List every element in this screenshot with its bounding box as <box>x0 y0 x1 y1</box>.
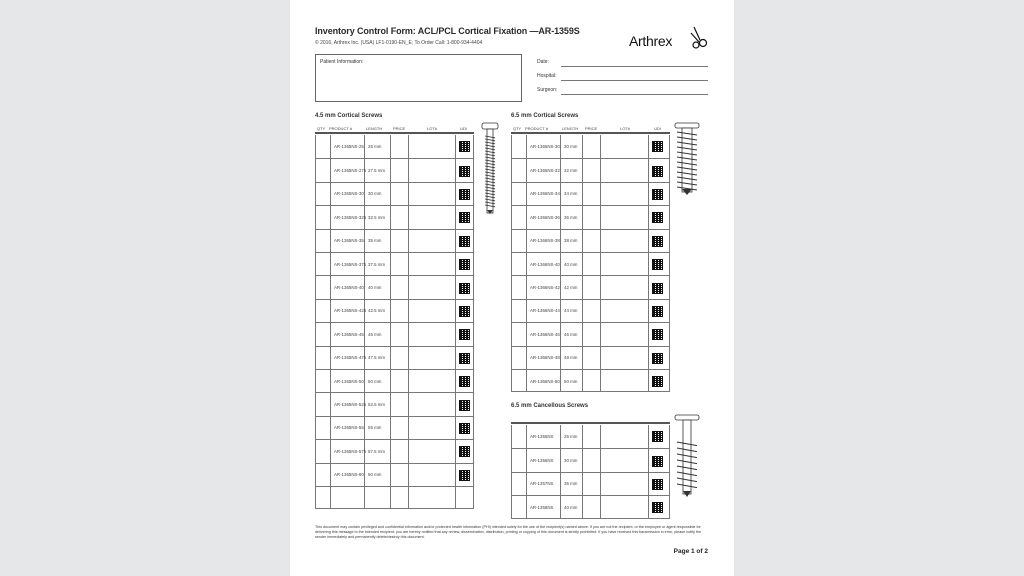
screw-length: 30 mm <box>368 191 382 197</box>
column-header-price: PRICE <box>393 126 406 131</box>
surgeon-label: Surgeon: <box>537 87 558 93</box>
hospital-label: Hospital: <box>537 73 557 79</box>
inventory-table <box>315 124 474 509</box>
product-number: AR-1358NS <box>530 504 554 510</box>
screw-length: 40 mm <box>368 285 382 291</box>
table-row[interactable] <box>512 448 669 471</box>
udi-barcode-icon <box>653 354 662 363</box>
screw-length: 55 mm <box>368 425 382 431</box>
table-header <box>511 124 670 132</box>
product-number: AR-1365NS-30 <box>334 191 364 197</box>
product-number: AR-1366NS-42 <box>530 285 560 291</box>
date-field[interactable] <box>537 59 708 68</box>
screw-length: 40 mm <box>564 504 578 510</box>
udi-barcode-icon <box>460 190 469 199</box>
product-number: AR-1365NS-425 <box>334 308 367 314</box>
column-header-length: LENGTH <box>562 126 579 131</box>
screw-length: 40 mm <box>564 261 578 267</box>
table-row[interactable] <box>512 158 669 181</box>
udi-barcode-icon <box>460 167 469 176</box>
udi-barcode-icon <box>653 284 662 293</box>
column-header-qty: QTY <box>513 126 522 131</box>
product-number: AR-1356NS <box>530 458 554 464</box>
column-header-lot: LOT# <box>620 126 631 131</box>
table-header <box>315 124 474 132</box>
inventory-table <box>511 124 670 392</box>
hospital-field[interactable] <box>537 73 708 82</box>
table-row[interactable] <box>512 425 669 448</box>
table-row[interactable] <box>512 135 669 158</box>
table-row[interactable] <box>512 472 669 495</box>
udi-barcode-icon <box>460 354 469 363</box>
table-row[interactable] <box>512 182 669 205</box>
screw-4-5mm-cortical-illustration <box>480 122 500 216</box>
surgeon-field[interactable] <box>537 87 708 96</box>
product-number: AR-1365NS-475 <box>334 355 367 361</box>
udi-barcode-icon <box>460 377 469 386</box>
table-row[interactable] <box>316 416 473 439</box>
table-row[interactable] <box>316 252 473 275</box>
screw-length: 50 mm <box>368 378 382 384</box>
screw-length: 52.5 mm <box>368 402 386 408</box>
screw-length: 44 mm <box>564 308 578 314</box>
product-number: AR-1366NS-50 <box>530 378 560 384</box>
table-row[interactable] <box>512 275 669 298</box>
table-row[interactable] <box>316 182 473 205</box>
screw-length: 25 mm <box>564 433 578 439</box>
table-row[interactable] <box>512 229 669 252</box>
confidentiality-disclaimer: This document may contain privileged and confidential information and/or protected health information (PHI) intended solely for the use of the recipient(s) named above. If you are not the recipient, or the employee or agent responsible for delivering this message to the intended recipient, you are hereby notified that any review, dissemination, distribution, printing or copying of this document is strictly prohibited. If you have received this transmission in error, please notify the sender immediately and permanently delete/destroy this document. <box>315 525 702 539</box>
screw-length: 46 mm <box>564 331 578 337</box>
screw-length: 35 mm <box>564 481 578 487</box>
table-row[interactable] <box>316 463 473 486</box>
table-row[interactable] <box>512 322 669 345</box>
udi-barcode-icon <box>460 471 469 480</box>
udi-barcode-icon <box>653 260 662 269</box>
table-row[interactable] <box>512 346 669 369</box>
table-row[interactable] <box>316 229 473 252</box>
screw-6-5mm-cortical-illustration <box>674 122 700 196</box>
table-row[interactable] <box>512 205 669 228</box>
screw-length: 34 mm <box>564 191 578 197</box>
udi-barcode-icon <box>460 213 469 222</box>
section-title: 6.5 mm Cancellous Screws <box>511 403 589 409</box>
product-number: AR-1365NS-275 <box>334 168 367 174</box>
product-number: AR-1366NS-30 <box>530 143 560 149</box>
udi-barcode-icon <box>653 457 662 466</box>
product-number: AR-1357NS <box>530 481 554 487</box>
product-number: AR-1365NS-375 <box>334 261 367 267</box>
screw-length: 36 mm <box>564 214 578 220</box>
column-header-product: PRODUCT # <box>525 126 549 131</box>
column-header-product: PRODUCT # <box>329 126 353 131</box>
udi-barcode-icon <box>460 447 469 456</box>
screw-length: 42 mm <box>564 285 578 291</box>
column-header-lot: LOT# <box>427 126 438 131</box>
table-row[interactable] <box>512 299 669 322</box>
product-number: AR-1365NS-35 <box>334 238 364 244</box>
table-row[interactable] <box>316 439 473 462</box>
screw-6-5mm-cancellous-illustration <box>674 414 700 498</box>
screw-length: 57.5 mm <box>368 448 386 454</box>
table-row[interactable] <box>316 205 473 228</box>
column-header-udi: UDI <box>654 126 661 131</box>
product-number: AR-1365NS-60 <box>334 472 364 478</box>
product-number: AR-1365NS-45 <box>334 331 364 337</box>
udi-barcode-icon <box>653 377 662 386</box>
table-row[interactable] <box>316 158 473 181</box>
udi-barcode-icon <box>653 480 662 489</box>
udi-barcode-icon <box>460 330 469 339</box>
product-number: AR-1365NS-55 <box>334 425 364 431</box>
screw-length: 48 mm <box>564 355 578 361</box>
form-title: Inventory Control Form: ACL/PCL Cortical Fixation —AR-1359S <box>315 26 580 36</box>
table-row[interactable] <box>512 495 669 518</box>
product-number: AR-1366NS-46 <box>530 331 560 337</box>
product-number: AR-1366NS-36 <box>530 214 560 220</box>
table-row[interactable] <box>316 275 473 298</box>
screw-length: 35 mm <box>368 238 382 244</box>
udi-barcode-icon <box>653 330 662 339</box>
column-header-qty: QTY <box>317 126 326 131</box>
screw-length: 27.5 mm <box>368 168 386 174</box>
logo-scissors-icon <box>688 24 710 50</box>
table-row[interactable] <box>316 322 473 345</box>
table-row[interactable] <box>316 299 473 322</box>
product-number: AR-1366NS-38 <box>530 238 560 244</box>
product-number: AR-1366NS-44 <box>530 308 560 314</box>
product-number: AR-1366NS-32 <box>530 168 560 174</box>
screw-length: 47.5 mm <box>368 355 386 361</box>
inventory-table <box>511 414 670 519</box>
udi-barcode-icon <box>460 401 469 410</box>
table-row[interactable] <box>316 346 473 369</box>
column-header-price: PRICE <box>585 126 598 131</box>
product-number: AR-1365NS-25 <box>334 143 364 149</box>
screw-length: 45 mm <box>368 331 382 337</box>
product-number: AR-1365NS-525 <box>334 402 367 408</box>
udi-barcode-icon <box>653 190 662 199</box>
table-row[interactable] <box>512 252 669 275</box>
section-title: 6.5 mm Cortical Screws <box>511 113 579 119</box>
screw-length: 60 mm <box>368 472 382 478</box>
date-label: Date: <box>537 59 549 65</box>
udi-barcode-icon <box>653 237 662 246</box>
udi-barcode-icon <box>460 307 469 316</box>
udi-barcode-icon <box>653 432 662 441</box>
screw-length: 38 mm <box>564 238 578 244</box>
udi-barcode-icon <box>653 213 662 222</box>
product-number: AR-1366NS-34 <box>530 191 560 197</box>
product-number: AR-1365NS-50 <box>334 378 364 384</box>
product-number: AR-1355NS <box>530 433 554 439</box>
screw-length: 32 mm <box>564 168 578 174</box>
screw-length: 30 mm <box>564 458 578 464</box>
udi-barcode-icon <box>460 284 469 293</box>
udi-barcode-icon <box>653 167 662 176</box>
product-number: AR-1365NS-575 <box>334 448 367 454</box>
screw-length: 32.5 mm <box>368 214 386 220</box>
udi-barcode-icon <box>460 424 469 433</box>
product-number: AR-1365NS-40 <box>334 285 364 291</box>
form-subtitle: © 2016, Arthrex Inc. (USA) LF1-0190-EN_E; To Order Call: 1-800-934-4404 <box>315 40 483 46</box>
table-row[interactable] <box>316 392 473 415</box>
column-header-length: LENGTH <box>366 126 383 131</box>
screw-length: 50 mm <box>564 378 578 384</box>
udi-barcode-icon <box>653 307 662 316</box>
table-row[interactable] <box>512 369 669 392</box>
udi-barcode-icon <box>653 503 662 512</box>
form-page <box>290 0 734 576</box>
udi-barcode-icon <box>460 260 469 269</box>
udi-barcode-icon <box>653 142 662 151</box>
patient-information-label: Patient Information: <box>320 59 364 65</box>
product-number: AR-1366NS-40 <box>530 261 560 267</box>
udi-barcode-icon <box>460 142 469 151</box>
screw-length: 37.5 mm <box>368 261 386 267</box>
product-number: AR-1365NS-325 <box>334 214 367 220</box>
screw-length: 42.5 mm <box>368 308 386 314</box>
column-header-udi: UDI <box>460 126 467 131</box>
udi-barcode-icon <box>460 237 469 246</box>
table-row[interactable] <box>316 486 473 509</box>
screw-length: 25 mm <box>368 143 382 149</box>
page-number: Page 1 of 2 <box>673 548 708 555</box>
table-row[interactable] <box>316 135 473 158</box>
table-row[interactable] <box>316 369 473 392</box>
patient-information-box[interactable] <box>315 54 522 102</box>
screw-length: 30 mm <box>564 143 578 149</box>
product-number: AR-1366NS-48 <box>530 355 560 361</box>
arthrex-logo: Arthrex <box>629 33 673 49</box>
section-title: 4.5 mm Cortical Screws <box>315 113 383 119</box>
